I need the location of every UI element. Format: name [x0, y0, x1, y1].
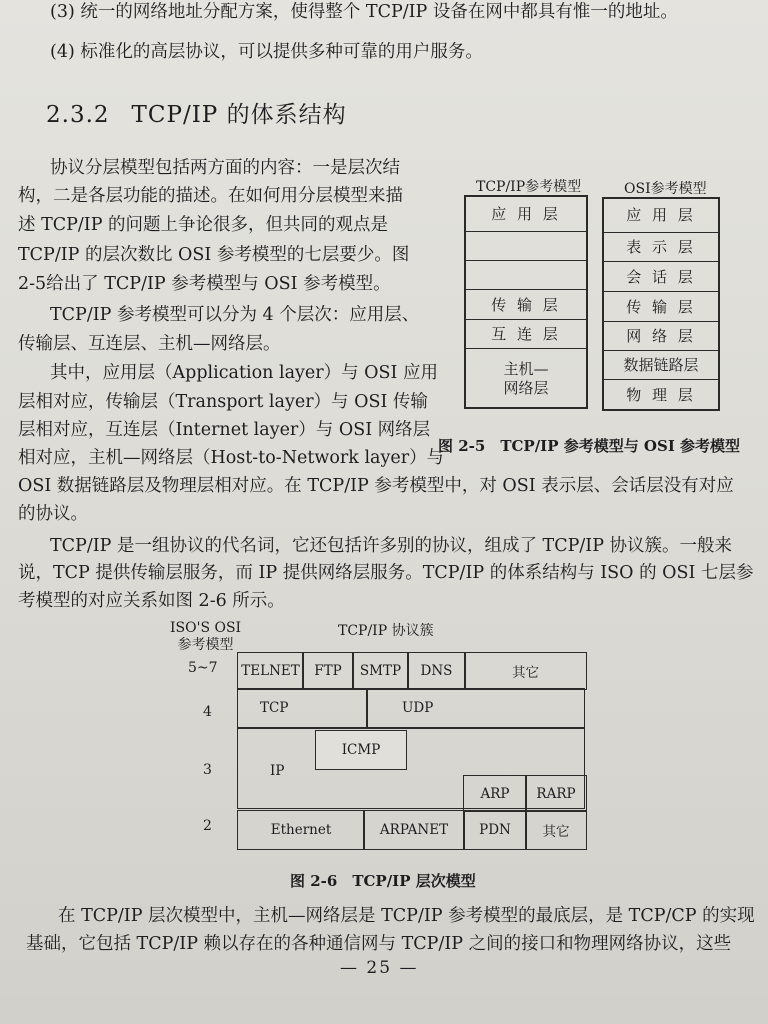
osi-layer-data-link: 数据链路层 [604, 350, 718, 380]
osi-layer-application: 应 用 层 [626, 206, 696, 224]
level-label-5-7: 5~7 [188, 660, 218, 676]
page-number: — 25 — [340, 958, 419, 978]
box-ethernet: Ethernet [237, 810, 365, 850]
paragraph-line: 在 TCP/IP 层次模型中，主机—网络层是 TCP/IP 参考模型的最底层，是 TCP/CP 的实现 [58, 906, 755, 926]
level-label-3: 3 [203, 762, 212, 778]
paragraph-line: TCP/IP 参考模型可以分为 4 个层次：应用层、 [50, 305, 420, 325]
osi-model-title: OSI参考模型 [624, 181, 707, 197]
paragraph-line: 述 TCP/IP 的问题上争论很多，但共同的观点是 [18, 215, 389, 235]
paragraph-line: 基础，它包括 TCP/IP 赖以存在的各种通信网与 TCP/IP 之间的接口和物理网络协议，这些 [26, 934, 732, 954]
paragraph-line: 说，TCP 提供传输层服务，而 IP 提供网络层服务。TCP/IP 的体系结构与 ISO 的 OSI 七层参 [18, 563, 754, 583]
paragraph-line: 考模型的对应关系如图 2-6 所示。 [18, 591, 285, 611]
paragraph-line: TCP/IP 是一组协议的代名词，它还包括许多别的协议，组成了 TCP/IP 协议簇。一般来 [50, 536, 733, 556]
tcpip-layer-application: 应 用 层 [491, 204, 561, 223]
tcpip-model-stack [464, 195, 588, 409]
box-tcp: TCP [237, 688, 367, 728]
tcpip-layer-transport: 传 输 层 [466, 289, 586, 320]
tcpip-layer-internet: 互 连 层 [466, 319, 586, 349]
box-dns: DNS [407, 652, 466, 690]
box-udp: UDP [367, 688, 585, 728]
suite-header: TCP/IP 协议簇 [338, 623, 434, 639]
osi-header: ISO'S OSI 参考模型 [170, 620, 242, 653]
level-label-4: 4 [203, 704, 212, 720]
box-telnet: TELNET [237, 652, 304, 690]
section-heading [46, 96, 347, 129]
tcpip-layer-empty [466, 231, 586, 261]
osi-layer-physical: 物 理 层 [604, 379, 718, 410]
paragraph-line: 的协议。 [18, 504, 88, 524]
paragraph-line: TCP/IP 的层次数比 OSI 参考模型的七层要少。图 [18, 245, 410, 265]
box-other-network: 其它 [525, 810, 587, 850]
paragraph-line: 其中，应用层（Application layer）与 OSI 应用 [50, 363, 438, 383]
osi-layer-transport: 传 输 层 [604, 291, 718, 322]
paragraph-line: 协议分层模型包括两方面的内容：一是层次结 [50, 158, 400, 178]
paragraph-line: 层相对应，互连层（Internet layer）与 OSI 网络层 [18, 420, 431, 440]
paragraph-line: 构，二是各层功能的描述。在如何用分层模型来描 [18, 186, 403, 206]
osi-model-stack [602, 197, 720, 411]
paragraph-line: 传输层、互连层、主机—网络层。 [18, 334, 281, 354]
box-smtp: SMTP [352, 652, 409, 690]
paragraph-line: OSI 数据链路层及物理层相对应。在 TCP/IP 参考模型中，对 OSI 表示层、会话层没有对应 [18, 476, 734, 496]
tcpip-layer-host-to-network: 主机— 网络层 [466, 348, 586, 408]
box-icmp: ICMP [315, 730, 407, 770]
box-ftp: FTP [302, 652, 354, 690]
figure-2-5-caption: 图 2-5 TCP/IP 参考模型与 OSI 参考模型 [438, 437, 741, 455]
box-arpanet: ARPANET [363, 810, 465, 850]
section-number: 2.3.2 [46, 102, 110, 128]
section-title: TCP/IP 的体系结构 [131, 102, 347, 128]
tcpip-layer-empty [466, 260, 586, 290]
tcpip-model-title: TCP/IP参考模型 [476, 179, 582, 195]
osi-layer-network: 网 络 层 [604, 321, 718, 351]
paragraph-line: 2-5给出了 TCP/IP 参考模型与 OSI 参考模型。 [18, 274, 391, 294]
box-ip: IP [237, 728, 585, 809]
list-item-3: (3) 统一的网络地址分配方案，使得整个 TCP/IP 设备在网中都具有惟一的地址。 [50, 2, 678, 22]
box-rarp: RARP [525, 775, 587, 812]
paragraph-line: 相对应，主机—网络层（Host-to-Network layer）与 [18, 448, 445, 468]
box-arp: ARP [463, 775, 527, 812]
box-pdn: PDN [463, 810, 527, 850]
box-other-application: 其它 [464, 652, 587, 690]
paragraph-line: 层相对应，传输层（Transport layer）与 OSI 传输 [18, 392, 428, 412]
level-label-2: 2 [203, 818, 212, 834]
osi-layer-presentation: 表 示 层 [604, 232, 718, 262]
figure-2-6-caption: 图 2-6 TCP/IP 层次模型 [290, 872, 476, 890]
osi-layer-session: 会 话 层 [604, 261, 718, 292]
list-item-4: (4) 标准化的高层协议，可以提供多种可靠的用户服务。 [50, 42, 483, 62]
